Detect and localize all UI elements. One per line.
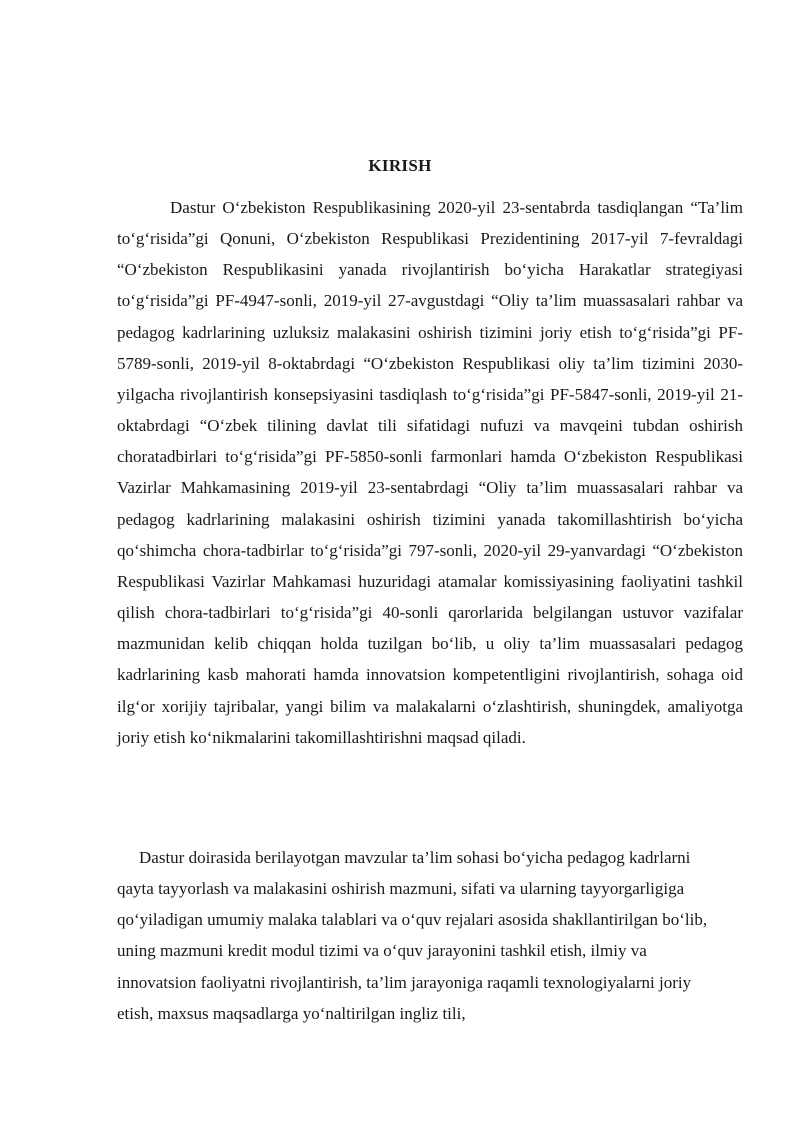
paragraph-intro: Dastur O‘zbekiston Respublikasining 2020-yil 23-sentabrda tasdiqlangan “Ta’lim to‘g‘risida”gi Qonuni, O‘zbekiston Respublikasi Prezidentining 2017-yil 7-fevraldagi “O‘zbekiston Respublikasini yanada rivojlantirish bo‘yicha Harakatlar strategiyasi to‘g‘risida”gi PF-4947-sonli, 2019-yil 27-avgustdagi “Oliy ta’lim muassasalari rahbar va pedagog kadrlarining uzluksiz malakasini oshirish tizimini joriy etish to‘g‘risida”gi PF-5789-sonli, 2019-yil 8-oktabrdagi “O‘zbekiston Respublikasi oliy ta’lim tizimini 2030-yilgacha rivojlantirish konsepsiyasini tasdiqlash to‘g‘risida”gi PF-5847-sonli, 2019-yil 21-oktabrdagi “O‘zbek tilining davlat tili sifatidagi nufuzi va mavqeini tubdan oshirish choratadbirlari to‘g‘risida”gi PF-5850-sonli farmonlari hamda O‘zbekiston Respublikasi Vazirlar Mahkamasining 2019-yil 23-sentabrdagi “Oliy ta’lim muassasalari rahbar va pedagog kadrlarining malakasini oshirish tizimini yanada takomillashtirish bo‘yicha qo‘shimcha chora-tadbirlar to‘g‘risida”gi 797-sonli, 2020-yil 29-yanvardagi “O‘zbekiston Respublikasi Vazirlar Mahkamasi huzuridagi atamalar komissiyasining faoliyatini tashkil qilish chora-tadbirlari to‘g‘risida”gi 40-sonli qarorlarida belgilangan ustuvor vazifalar mazmunidan kelib chiqqan holda tuzilgan bo‘lib, u oliy ta’lim muassasalari pedagog kadrlarining kasb mahorati hamda innovatsion kompetentligini rivojlantirish, sohaga oid ilg‘or xorijiy tajribalar, yangi bilim va malakalarni o‘zlashtirish, shuningdek, amaliyotga joriy etish ko‘nikmalarini takomillashtirishni maqsad qiladi. [117,198,743,747]
paragraph-program-topics: Dastur doirasida berilayotgan mavzular ta’lim sohasi bo‘yicha pedagog kadrlarni qayta tayyorlash va malakasini oshirish mazmuni, sifati va ularning tayyorgarligiga qo‘yiladigan umumiy malaka talablari va o‘quv rejalari asosida shakllantirilgan bo‘lib, uning mazmuni kredit modul tizimi va o‘quv jarayonini tashkil etish, ilmiy va innovatsion faoliyatni rivojlantirish, ta’lim jarayoniga raqamli texnologiyalarni joriy etish, maxsus maqsadlarga yo‘naltirilgan ingliz tili, [117,848,708,1023]
page-title: KIRISH [368,156,432,175]
